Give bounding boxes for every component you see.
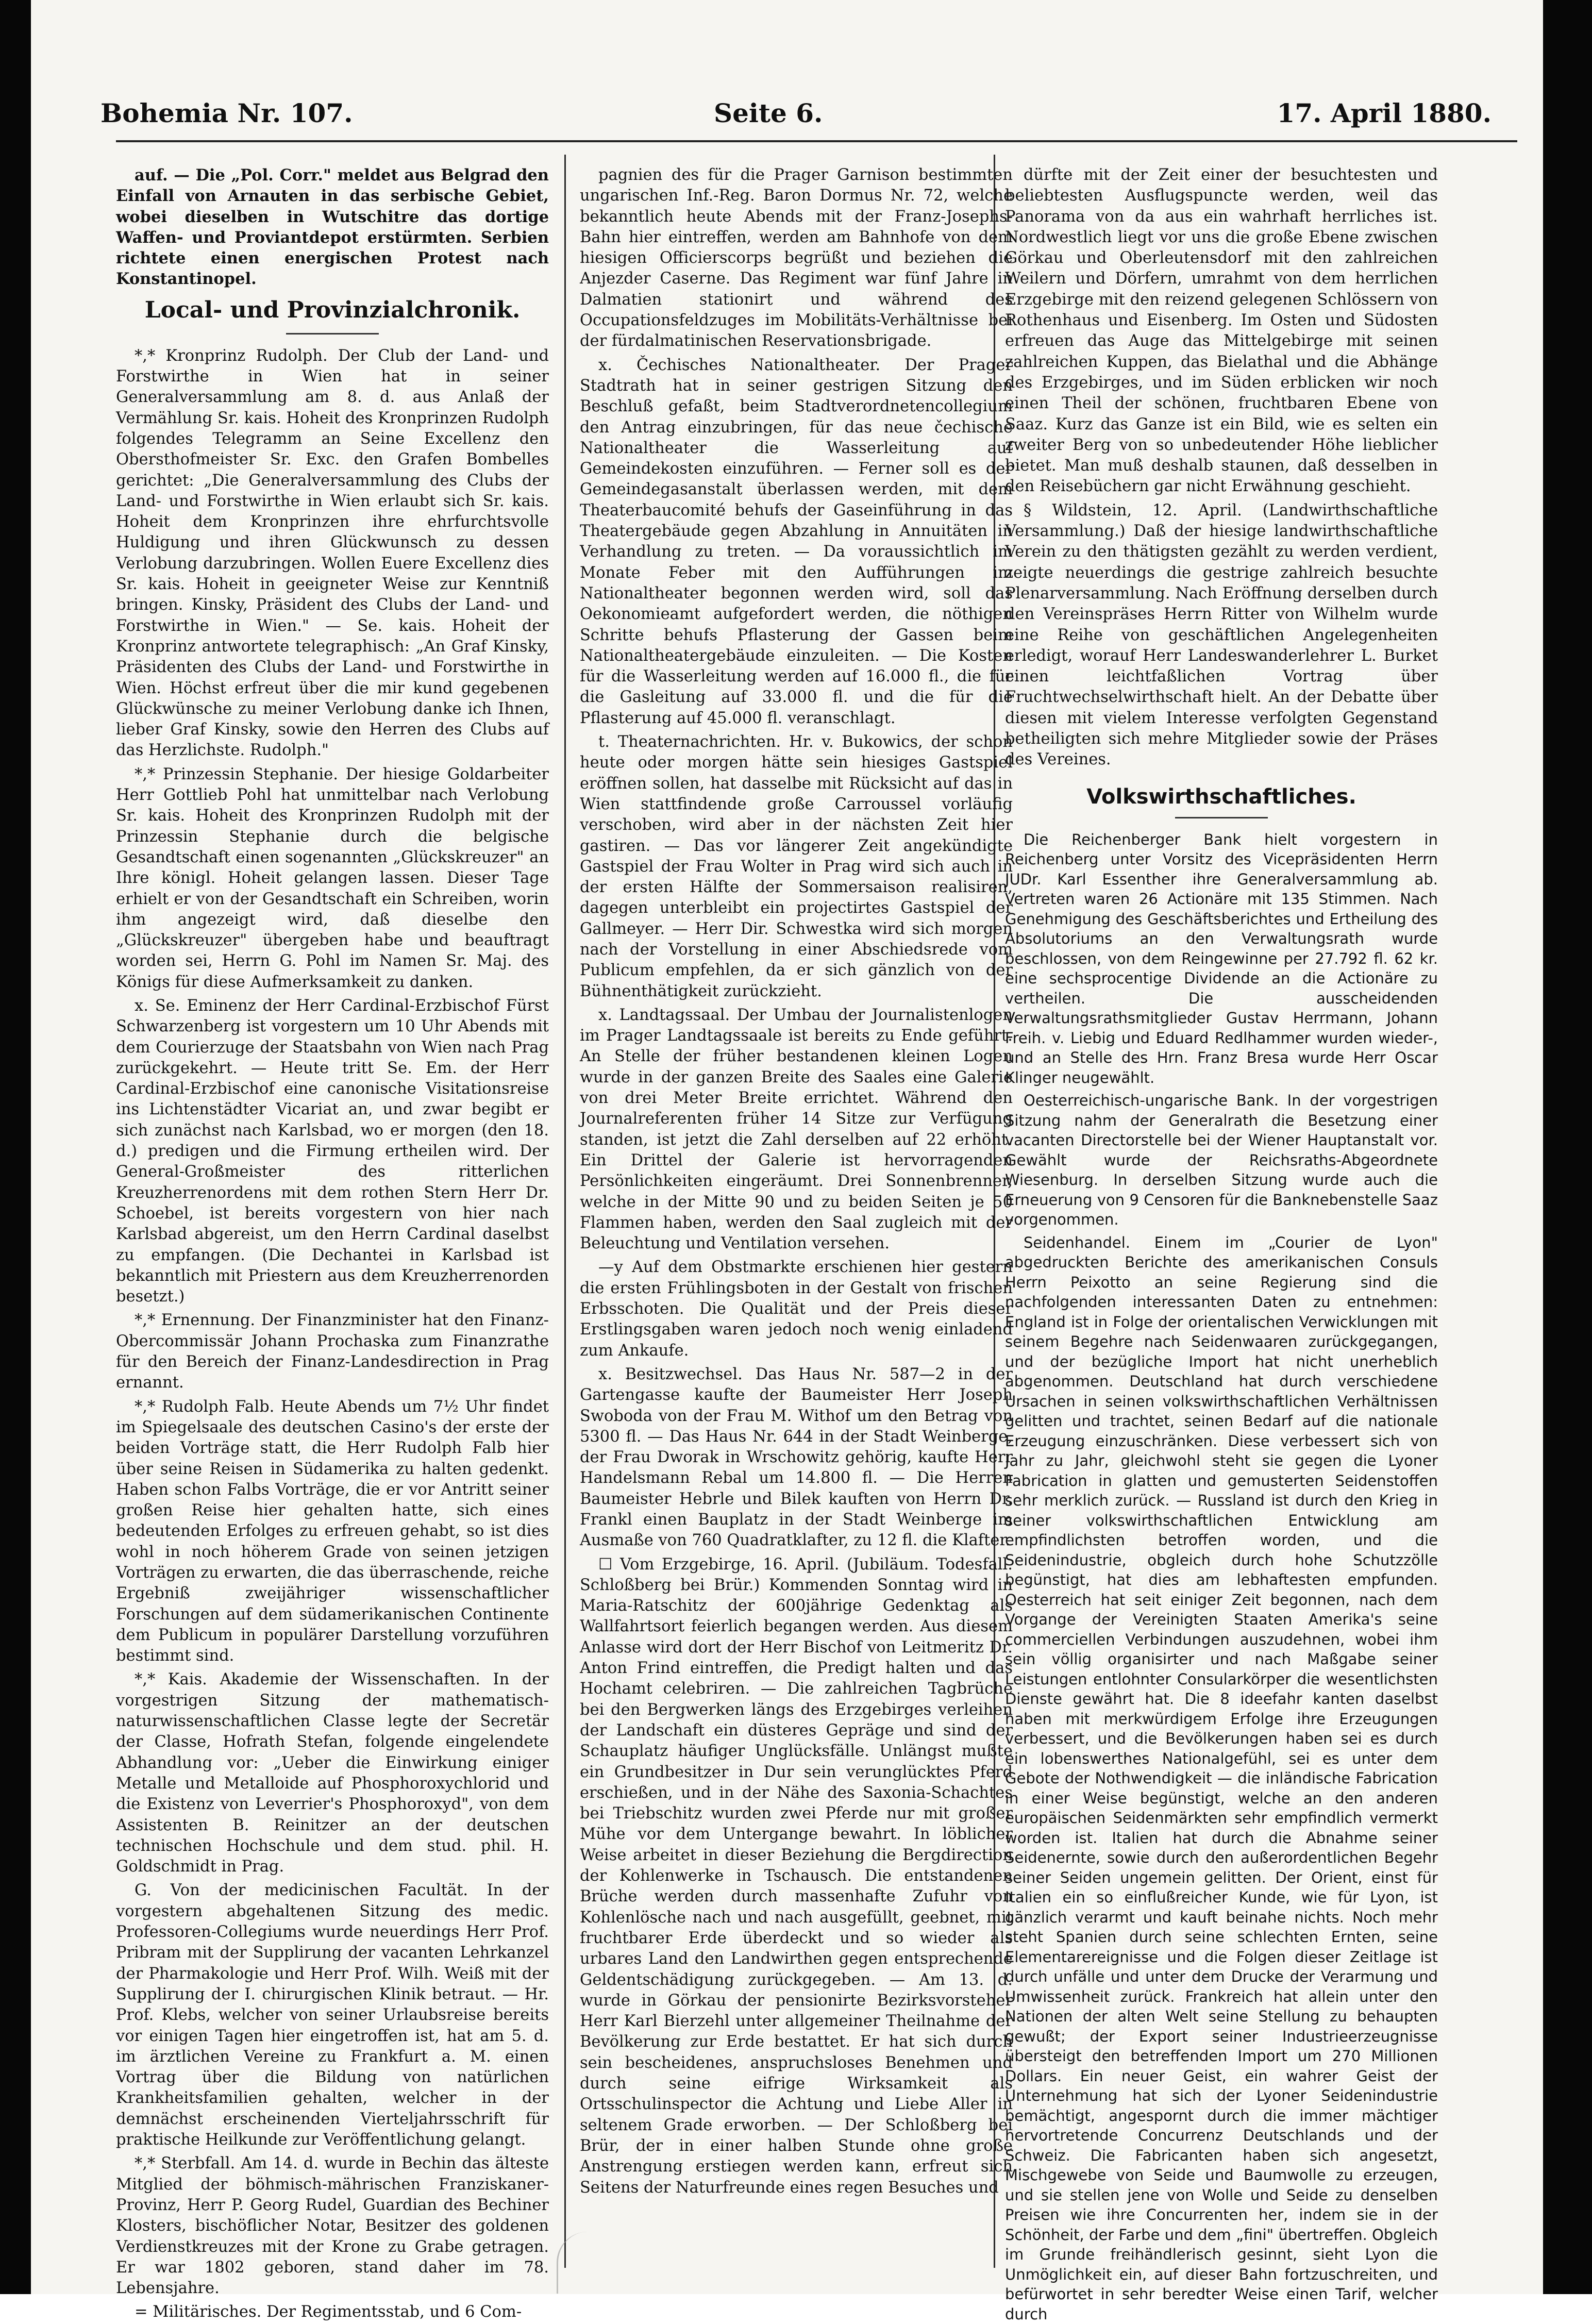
lead-paragraph: auf. — Die „Pol. Corr." meldet aus Belgrad den Einfall von Arnauten in das serbische Gebiet, wobei dieselben in Wutschitre das dortige Waffen- und Proviantdepot erstürmten. Serbien richtete einen energischen Protest nach Konstantinopel. (116, 166, 549, 289)
page-number: Seite 6. (714, 98, 823, 128)
section-title-economy: Volkswirthschaftliches. (1086, 784, 1356, 809)
article-list (580, 355, 1013, 2198)
column-left (116, 165, 549, 2321)
film-edge-left (0, 0, 31, 2294)
section-divider (286, 333, 379, 335)
header-rule (116, 140, 1517, 142)
film-edge-right (1543, 0, 1592, 2294)
article-paragraph: x. Čechisches Nationaltheater. Der Prager Stadtrath hat in seiner gestrigen Sitzung den Beschluß gefaßt, beim Stadtverordnetencollegium den Antrag einzubringen, für das neue čechische Nationaltheater die Wasserleitung auf Gemeindekosten einzuführen. — Ferner soll es der Gemeindegasanstalt überlassen werden, mit dem Theaterbaucomité behufs der Gaseinführung in das Theatergebäude gegen Abzahlung in Annuitäten in Verhandlung zu treten. — Da voraussichtlich im Monate Feber mit den Aufführungen im Nationaltheater begonnen werden wird, soll das Oekonomieamt aufgefordert werden, die nöthigen Schritte behufs Pflasterung der Gassen beim Nationaltheatergebäude einzuleiten. — Die Kosten für die Wasserleitung werden auf 16.000 fl., die für die Gasleitung auf 33.000 fl. und die für die Pflasterung auf 45.000 fl. veranschlagt. (580, 356, 1013, 727)
lead-paragraph: pagnien des für die Prager Garnison bestimmten ungarischen Inf.-Reg. Baron Dormus Nr. 72, welche bekanntlich heute Abends mit der Franz-Josephs-Bahn hier eintreffen, werden am Bahnhofe von dem hiesigen Officierscorps begrüßt und beziehen die Anjezder Caserne. Das Regiment war fünf Jahre in Dalmatien stationirt und während des Occupationsfeldzuges im Mobilitäts-Verhältnisse bei der fürdalmatinischen Reservationsbrigade. (580, 166, 1013, 350)
article-paragraph: t. Theaternachrichten. Hr. v. Bukowics, der schon heute oder morgen hätte sein hiesiges Gastspiel eröffnen sollen, hat dasselbe mit Rücksicht auf das in Wien stattfindende große Carroussel vorläufig verschoben, wird aber in der nächsten Zeit hier gastiren. — Das vor längerer Zeit angekündigte Gastspiel der Frau Wolter in Prag wird sich auch in der ersten Hälfte der Sommersaison realisiren, dagegen unterbleibt ein projectirtes Gastspiel der Gallmeyer. — Herr Dir. Schwestka wird sich morgen nach der Vorstellung in einer Abschiedsrede vom Publicum empfehlen, da er sich gänzlich von der Bühnenthätigkeit zurückzieht. (580, 733, 1013, 1000)
article-paragraph: *,* Prinzessin Stephanie. Der hiesige Goldarbeiter Herr Gottlieb Pohl hat unmittelbar nach Verlobung Sr. kais. Hoheit des Kronprinzen Rudolph mit der Prinzessin Stephanie durch die belgische Gesandtschaft einen sogenannten „Glückskreuzer" an Ihre königl. Hoheit gelangen lassen. Dieser Tage erhielt er von der Gesandtschaft ein Schreiben, worin ihm angezeigt wird, daß dieselbe den „Glückskreuzer" übergeben habe und beauftragt worden sei, Herrn G. Pohl im Namen Sr. Maj. des Königs für diese Aufmerksamkeit zu danken. (116, 765, 549, 991)
section-divider (1175, 817, 1268, 818)
article-list (1005, 830, 1438, 2324)
column-right (1005, 165, 1438, 2323)
article-paragraph: Oesterreichisch-ungarische Bank. In der vorgestrigen Sitzung nahm der Generalrath die Besetzung einer vacanten Directorstelle bei der Wiener Hauptanstalt vor. Gewählt wurde der Reichsraths-Abgeordnete Wiesenburg. In derselben Sitzung wurde auch die Erneuerung von 9 Censoren für die Banknebenstelle Saaz vorgenommen. (1005, 1092, 1438, 1229)
masthead-issue: Bohemia Nr. 107. (100, 98, 353, 128)
article-paragraph: —y Auf dem Obstmarkte erschienen hier gestern die ersten Frühlingsboten in der Gestalt von frischen Erbsschoten. Die Qualität und der Preis dieser Erstlingsgaben waren jedoch noch wenig einladend zum Ankaufe. (580, 1258, 1013, 1360)
article-paragraph: Die Reichenberger Bank hielt vorgestern in Reichenberg unter Vorsitz des Vicepräsidenten Herrn JUDr. Karl Essenther ihre Generalversammlung ab. Vertreten waren 26 Actionäre mit 135 Stimmen. Nach Genehmigung des Geschäftsberichtes und Ertheilung des Absolutoriums an den Verwaltungsrath wurde beschlossen, von dem Reingewinne per 27.792 fl. 62 kr. eine sechsprocentige Dividende an die Actionäre zu vertheilen. Die ausscheidenden Verwaltungsrathsmitglieder Gustav Herrmann, Johann Freih. v. Liebig und Eduard Redlhammer wurden wieder-, und an Stelle des Hrn. Franz Bresa wurde Herr Oscar Klinger neugewählt. (1005, 830, 1438, 1086)
article-paragraph: *,* Ernennung. Der Finanzminister hat den Finanz-Obercommissär Johann Prochaska zum Finanzrathe für den Bereich der Finanz-Landesdirection in Prag ernannt. (116, 1311, 549, 1392)
page-header (100, 98, 1492, 144)
article-paragraph: *,* Rudolph Falb. Heute Abends um 7½ Uhr findet im Spiegelsaale des deutschen Casino's der erste der beiden Vorträge statt, die Herr Rudolph Falb hier über seine Reisen in Südamerika zu halten gedenkt. Haben schon Falbs Vorträge, die er vor Antritt seiner großen Reise hier gehalten hatte, sich eines bedeutenden Erfolges zu erfreuen gehabt, so ist dies wohl in noch höherem Grade von seinen jetzigen Vorträgen zu erwarten, die das überraschende, reiche Ergebniß zweijähriger wissenschaftlicher Forschungen auf dem südamerikanischen Continente dem Publicum in populärer Darstellung vorzuführen bestimmt sind. (116, 1397, 549, 1665)
article-paragraph: *,* Kronprinz Rudolph. Der Club der Land- und Forstwirthe in Wien hat in seiner Generalversammlung am 8. d. aus Anlaß der Vermählung Sr. kais. Hoheit des Kronprinzen Rudolph folgendes Telegramm an Seine Excellenz den Obersthofmeister Sr. Exc. den Grafen Bombelles gerichtet: „Die Generalversammlung des Clubs der Land- und Forstwirthe in Wien erlaubt sich Sr. kais. Hoheit dem Kronprinzen ihre ehrfurchtsvolle Huldigung und ihren Glückwunsch zu dessen Verlobung darzubringen. Wollen Euere Excellenz dies Sr. kais. Hoheit in geeigneter Weise zur Kenntniß bringen. Kinsky, Präsident des Clubs der Land- und Forstwirthe in Wien." — Se. kais. Hoheit der Kronprinz antwortete telegraphisch: „An Graf Kinsky, Präsidenten des Clubs der Land- und Forstwirthe in Wien. Höchst erfreut über die mir kund gegebenen Glückwünsche zu meiner Verlobung danke ich Ihnen, lieber Graf Kinsky, sowie den Herren des Clubs auf das Herzlichste. Rudolph." (116, 346, 549, 760)
article-paragraph: *,* Sterbfall. Am 14. d. wurde in Bechin das älteste Mitglied der böhmisch-mährischen Franziskaner-Provinz, Herr P. Georg Rudel, Guardian des Bechiner Klosters, bischöflicher Notar, Besitzer des goldenen Verdienstkreuzes mit der Krone zu Grabe getragen. Er war 1802 geboren, stand daher im 78. Lebensjahre. (116, 2154, 549, 2298)
column-middle (580, 165, 1013, 2270)
article-paragraph: x. Landtagssaal. Der Umbau der Journalistenlogen im Prager Landtagssaale ist bereits zu Ende geführt. An Stelle der früher bestandenen kleinen Logen wurde in der ganzen Breite des Saales eine Galerie von drei Meter Breite errichtet. Während den Journalreferenten früher 14 Sitze zur Verfügung standen, ist jetzt die Zahl derselben auf 22 erhöht. Ein Drittel der Galerie ist hervorragenden Persönlichkeiten eingeräumt. Drei Sonnenbrenner, welche in der Mitte 90 und zu beiden Seiten je 50 Flammen haben, werden den Saal zugleich mit der Beleuchtung und Ventilation versehen. (580, 1006, 1013, 1253)
article-paragraph: G. Von der medicinischen Facultät. In der vorgestern abgehaltenen Sitzung des medic. Professoren-Collegiums wurde neuerdings Herr Prof. Pribram mit der Supplirung der vacanten Lehrkanzel der Pharmakologie und Herr Prof. Wilh. Weiß mit der Supplirung der I. chirurgischen Klinik betraut. — Hr. Prof. Klebs, welcher von seiner Urlaubsreise bereits vor einigen Tagen hier eingetroffen ist, hat am 5. d. im ärztlichen Vereine zu Frankfurt a. M. einen Vortrag über die Bildung von natürlichen Krankheitsfamilien gehalten, welcher in der demnächst erscheinenden Vierteljahrsschrift für praktische Heilkunde zur Veröffentlichung gelangt. (116, 1881, 549, 2149)
article-paragraph: ☐ Vom Erzgebirge, 16. April. (Jubiläum. Todesfall. Schloßberg bei Brür.) Kommenden Sonntag wird in Maria-Ratschitz der 600jährige Gedenktag als Wallfahrtsort feierlich begangen werden. Aus diesem Anlasse wird dort der Herr Bischof von Leitmeritz Dr. Anton Frind eintreffen, die Predigt halten und das Hochamt celebriren. — Die zahlreichen Tagbrüche bei den Bergwerken längs des Erzgebirges verleihen der Landschaft ein düsteres Gepräge und sind der Schauplatz häufiger Unglücksfälle. Unlängst mußte ein Grundbesitzer in Dur sein verunglücktes Pferd erschießen, und in der Nähe des Saxonia-Schachtes bei Triebschitz wurden zwei Pferde nur mit großer Mühe vor dem Untergange bewahrt. In löblicher Weise arbeitet in dieser Beziehung die Bergdirection der Kohlenwerke in Tschausch. Die entstandenen Brüche werden durch massenhafte Zufuhr von Kohlenlösche nach und nach ausgefüllt, geebnet, mit fruchtbarer Erde überdeckt und so wieder als urbares Land den Landwirthen gegen entsprechende Geldentschädigung zurückgegeben. — Am 13. d. wurde in Görkau der pensionirte Bezirksvorsteher Herr Karl Bierzehl unter allgemeiner Theilnahme der Bevölkerung zur Erde bestattet. Er hat sich durch sein bescheidenes, anspruchsloses Benehmen und durch seine eifrige Wirksamkeit als Ortsschulinspector die Achtung und Liebe Aller in seltenem Grade erworben. — Der Schloßberg bei Brür, der in einer halben Stunde ohne große Anstrengung erstiegen werden kann, erfreut sich Seitens der Naturfreunde eines regen Besuches und (580, 1555, 1013, 2197)
article-paragraph: x. Besitzwechsel. Das Haus Nr. 587—2 in der Gartengasse kaufte der Baumeister Herr Joseph Swoboda von der Frau M. Withof um den Betrag von 5300 fl. — Das Haus Nr. 644 in der Stadt Weinberge, der Frau Dworak in Wrschowitz gehörig, kaufte Herr Handelsmann Rebal um 14.800 fl. — Die Herren Baumeister Hebrle und Bilek kauften von Herrn Dr. Frankl einen Bauplatz in der Stadt Weinberge im Ausmaße von 760 Quadratklafter, zu 12 fl. die Klafter. (580, 1365, 1013, 1550)
issue-date: 17. April 1880. (1277, 98, 1492, 128)
article-paragraph: = Militärisches. Der Regimentsstab, und 6 Com- (135, 2303, 522, 2321)
column-divider (564, 155, 566, 2268)
lead-paragraph: dürfte mit der Zeit einer der besuchtesten und beliebtesten Ausflugspuncte werden, weil das Panorama von da aus ein wahrhaft herrliches ist. Nordwestlich liegt vor uns die große Ebene zwischen Görkau und Oberleutensdorf mit den zahlreichen Weilern und Dörfern, umrahmt von dem herrlichen Erzgebirge mit den reizend gelegenen Schlössern von Rothenhaus und Eisenberg. Im Osten und Südosten erfreuen das Auge das Mittelgebirge mit seinen zahlreichen Kuppen, das Bielathal und die Abhänge des Erzgebirges, und im Süden erblicken wir noch einen Theil der schönen, fruchtbaren Ebene von Saaz. Kurz das Ganze ist ein Bild, wie es selten ein zweiter Berg von so unbedeutender Höhe lieblicher bietet. Man muß deshalb staunen, daß desselben in den Reisebüchern gar nicht Erwähnung geschieht. (1005, 166, 1438, 496)
article-list (116, 346, 549, 2323)
article-paragraph: x. Se. Eminenz der Herr Cardinal-Erzbischof Fürst Schwarzenberg ist vorgestern um 10 Uhr Abends mit dem Courierzuge der Staatsbahn von Wien nach Prag zurückgekehrt. — Heute tritt Se. Em. der Herr Cardinal-Erzbischof eine canonische Visitationsreise ins Lichtenstädter Vicariat an, und zwar begibt er sich zunächst nach Karlsbad, wo er morgen (den 18. d.) predigen und die Firmung ertheilen wird. Der General-Großmeister des ritterlichen Kreuzherrenordens mit dem rothen Stern Herr Dr. Schoebel, ist bereits vorgestern von hier nach Karlsbad abgereist, um den Herrn Cardinal daselbst zu empfangen. (Die Dechantei in Karlsbad ist bekanntlich mit Priestern aus dem Kreuzherrenorden besetzt.) (116, 996, 549, 1306)
article-wildstein: § Wildstein, 12. April. (Landwirthschaftliche Versammlung.) Daß der hiesige landwirthschaftliche Verein zu den thätigsten gezählt zu werden verdient, zeigte neuerdings die gestrige zahlreich besuchte Plenarversammlung. Nach Eröffnung derselben durch den Vereinspräses Herrn Ritter von Wilhelm wurde eine Reihe von geschäftlichen Angelegenheiten erledigt, worauf Herr Landeswanderlehrer L. Burket einen leichtfaßlichen Vortrag über Fruchtwechselwirthschaft hielt. An der Debatte über diesen mit vielem Interesse verfolgten Gegenstand betheiligten sich mehre Mitglieder sowie der Präses des Vereines. (1005, 501, 1438, 769)
section-title-local-chronicle: Local- und Provinzialchronik. (144, 296, 521, 323)
article-paragraph: *,* Kais. Akademie der Wissenschaften. In der vorgestrigen Sitzung der mathematisch-naturwissenschaftlichen Classe legte der Secretär der Classe, Hofrath Stefan, folgende eingelendete Abhandlung vor: „Ueber die Einwirkung einiger Metalle und Metalloide auf Phosphoroxychlorid und die Existenz von Leverrier's Phosphoroxyd", von dem Assistenten B. Reinitzer an der deutschen technischen Hochschule und dem stud. phil. H. Goldschmidt in Prag. (116, 1670, 549, 1876)
article-paragraph: Seidenhandel. Einem im „Courier de Lyon" abgedruckten Berichte des amerikanischen Consuls Herrn Peixotto an seine Regierung sind die nachfolgenden interessanten Daten zu entnehmen: England ist in Folge der orientalischen Verwicklungen mit seinem Begehre nach Seidenwaaren zurückgegangen, und der bezügliche Import hat nicht unerheblich abgenommen. Deutschland hat durch verschiedene Ursachen in seinen volkswirthschaftlichen Verhältnissen gelitten und trachtet, seinen Bedarf auf die nationale Erzeugung einzuschränken. Diese verbessert sich von Jahr zu Jahr, gleichwohl steht sie gegen die Lyoner Fabrication in glatten und gemusterten Seidenstoffen sehr merklich zurück. — Russland ist durch den Krieg in seiner volkswirthschaftlichen Entwicklung am empfindlichsten betroffen worden, und die Seidenindustrie, obgleich durch hohe Schutzzölle begünstigt, hat dies am lebhaftesten empfunden. Oesterreich hat seit einiger Zeit begonnen, nach dem Vorgange der Vereinigten Staaten Amerika's seine commerciellen Verbindungen auszudehnen, wobei ihm sein völlig organisirter und nach Maßgabe seiner Leistungen entlohnter Consularkörper die wesentlichsten Dienste gewährt hat. Die 8 ideefahr kanten daselbst haben mit merkwürdigem Erfolge ihre Erzeugungen verbessert, und die Bevölkerungen haben sei es durch ein lobenswerthes Nationalgefühl, sei es unter dem Gebote der Nothwendigkeit — die inländische Fabrication in einer Weise begünstigt, welche an den anderen europäischen Seidenmärkten sehr empfindlich vermerkt worden ist. Italien hat durch die Abnahme seiner Seidenernte, sowie durch den außerordentlichen Begehr seiner Seiden ungemein gelitten. Der Orient, einst für Italien ein so einflußreicher Kunde, wie für Lyon, ist gänzlich verarmt und kauft beinahe nichts. Noch mehr steht Spanien durch seine schlechten Ernten, seine Elementarereignisse und die Folgen dieser Zeitlage ist durch unfälle und unter dem Drucke der Verarmung und Umwissenheit zurück. Frankreich hat allein unter den Nationen der alten Welt seine Stellung zu behaupten gewußt; der Export seiner Industrieerzeugnisse übersteigt den betreffenden Import um 270 Millionen Dollars. Ein neuer Geist, ein wahrer Geist der Unternehmung hat sich der Lyoner Seidenindustrie bemächtigt, angespornt durch die immer mächtiger hervortretende Concurrenz Deutschlands und der Schweiz. Die Fabricanten haben sich angesetzt, Mischgewebe von Seide und Baumwolle zu erzeugen, und sie stellen jene von Wolle und Seide zu denselben Preisen wie ihre Concurrenten her, indem sie in der Schönheit, der Farbe und dem „fini" übertreffen. Obgleich im Grunde freihändlerisch gesinnt, sieht Lyon die Unmöglichkeit ein, auf dieser Bahn fortzuschreiten, und befürwortet in sehr beredter Weise einen Tarif, welcher durch (1005, 1233, 1438, 2323)
